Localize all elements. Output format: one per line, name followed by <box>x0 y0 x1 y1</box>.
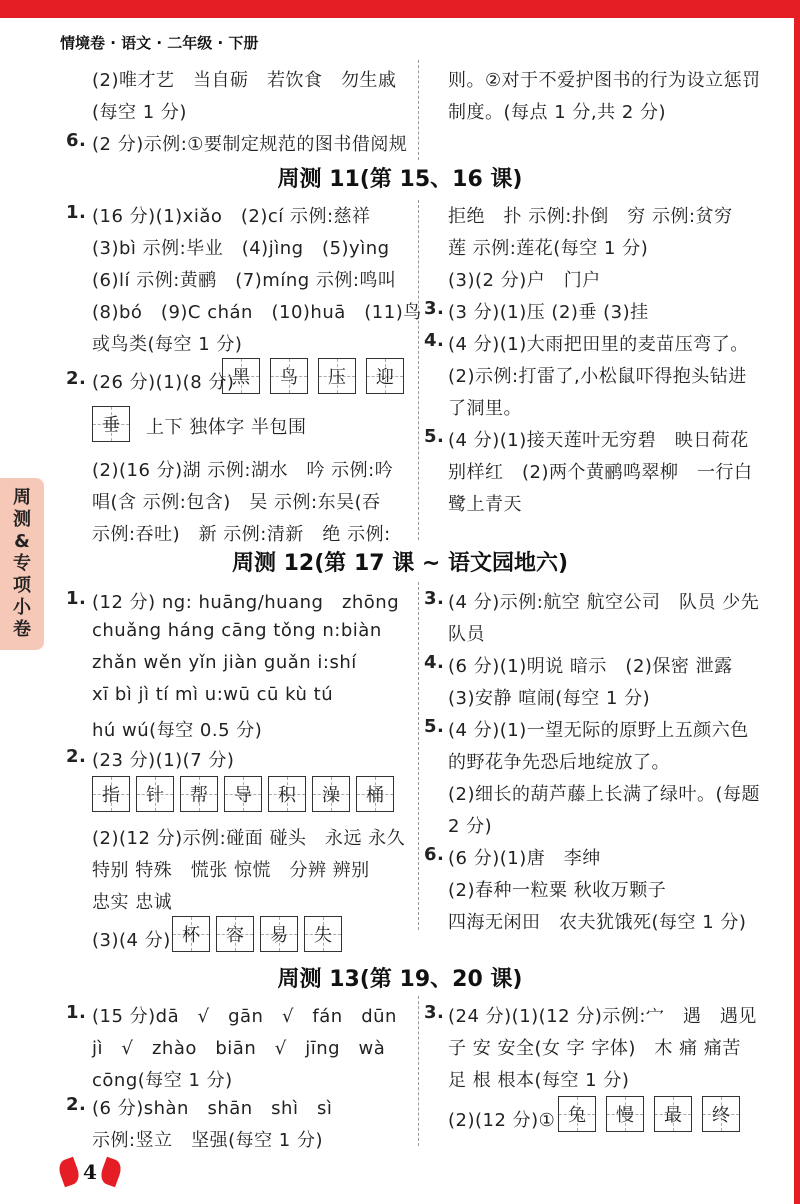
answer-line: 鹭上青天 <box>448 494 522 515</box>
top-red-bar <box>0 0 800 18</box>
answer-line: 2 分) <box>448 816 493 837</box>
answer-line: 四海无闲田 农夫犹饿死(每空 1 分) <box>448 912 747 933</box>
answer-line: 上下 独体字 半包围 <box>146 417 307 438</box>
char-box: 桶 <box>356 776 394 812</box>
question-number: 2. <box>66 1094 87 1115</box>
answer-line: (6 分)shàn shān shì sì <box>92 1098 333 1119</box>
char-box: 易 <box>260 916 298 952</box>
answer-line: 或鸟类(每空 1 分) <box>92 334 243 355</box>
answer-line: (23 分)(1)(7 分) <box>92 750 235 771</box>
section-title: 周测 13(第 19、20 课) <box>277 967 523 992</box>
answer-line: (2)(16 分)湖 示例:湖水 吟 示例:吟 <box>92 460 394 481</box>
answer-line: (3)(4 分) <box>92 930 171 951</box>
answer-line: (3 分)(1)压 (2)垂 (3)挂 <box>448 302 649 323</box>
side-tab-char: 测 <box>13 509 31 530</box>
answer-line: 制度。(每点 1 分,共 2 分) <box>448 102 667 123</box>
answer-line: 莲 示例:莲花(每空 1 分) <box>448 238 649 259</box>
section-title: 周测 11(第 15、16 课) <box>277 167 523 192</box>
char-box: 帮 <box>180 776 218 812</box>
side-tab-char: 专 <box>13 553 31 574</box>
answer-line: (24 分)(1)(12 分)示例:宀 遇 遇见 <box>448 1006 757 1027</box>
answer-line: 示例:吞吐) 新 示例:清新 绝 示例: <box>92 524 391 545</box>
page-number-text: 4 <box>83 1160 97 1184</box>
char-box-row <box>172 916 342 952</box>
answer-line: 示例:竖立 坚强(每空 1 分) <box>92 1130 324 1151</box>
question-number: 5. <box>424 716 445 737</box>
answer-line: (6 分)(1)唐 李绅 <box>448 848 601 869</box>
answer-line: (2 分)示例:①要制定规范的图书借阅规 <box>92 134 408 155</box>
answer-line: (16 分)(1)xiǎo (2)cí 示例:慈祥 <box>92 206 371 227</box>
leaf-icon <box>56 1157 82 1188</box>
char-box: 慢 <box>606 1096 644 1132</box>
section-title: 周测 12(第 17 课 ~ 语文园地六) <box>231 551 569 576</box>
answer-line: 的野花争先恐后地绽放了。 <box>448 752 670 773</box>
answer-line: (2)春种一粒粟 秋收万颗子 <box>448 880 667 901</box>
answer-line: 足 根 根本(每空 1 分) <box>448 1070 630 1091</box>
answer-line: (15 分)dā √ gān √ fán dūn <box>92 1006 397 1027</box>
question-number: 4. <box>424 330 445 351</box>
answer-line: 唱(含 示例:包含) 吴 示例:东吴(吞 <box>92 492 381 513</box>
leaf-icon <box>98 1157 124 1188</box>
answer-line: 队员 <box>448 624 485 645</box>
page-header: 情境卷 · 语文 · 二年级 · 下册 <box>60 34 259 52</box>
question-number: 3. <box>424 588 445 609</box>
char-box-row <box>92 406 130 442</box>
char-box: 终 <box>702 1096 740 1132</box>
question-number: 4. <box>424 652 445 673</box>
answer-line: zhǎn wěn yǐn jiàn guǎn i:shí <box>92 652 357 673</box>
answer-line: (4 分)示例:航空 航空公司 队员 少先 <box>448 592 760 613</box>
answer-line: (12 分) ng: huāng/huang zhōng <box>92 592 400 613</box>
side-tab-char: & <box>14 531 30 552</box>
char-box: 澡 <box>312 776 350 812</box>
char-box: 压 <box>318 358 356 394</box>
char-box: 指 <box>92 776 130 812</box>
answer-line: xī bì jì tí mì u:wū cū kù tú <box>92 684 334 705</box>
answer-line: (8)bó (9)C chán (10)huā (11)鸟 <box>92 302 422 323</box>
answer-line: (4 分)(1)一望无际的原野上五颜六色 <box>448 720 749 741</box>
answer-line: cōng(每空 1 分) <box>92 1070 233 1091</box>
char-box: 针 <box>136 776 174 812</box>
answer-line: (2)示例:打雷了,小松鼠吓得抱头钻进 <box>448 366 747 387</box>
question-number: 3. <box>424 1002 445 1023</box>
answer-line: (2)唯才艺 当自砺 若饮食 勿生戚 <box>92 70 397 91</box>
answer-line: (4 分)(1)大雨把田里的麦苗压弯了。 <box>448 334 749 355</box>
question-number: 1. <box>66 1002 87 1023</box>
char-box: 容 <box>216 916 254 952</box>
question-number: 2. <box>66 368 87 389</box>
answer-line: 子 安 安全(女 字 字体) 木 痛 痛苦 <box>448 1038 741 1059</box>
char-box-row <box>92 776 394 812</box>
answer-line: (3)bì 示例:毕业 (4)jìng (5)yìng <box>92 238 390 259</box>
answer-line: hú wú(每空 0.5 分) <box>92 720 263 741</box>
question-number: 1. <box>66 588 87 609</box>
char-box: 失 <box>304 916 342 952</box>
answer-line: (3)(2 分)户 门户 <box>448 270 601 291</box>
answer-line: (2)(12 分)示例:碰面 碰头 永远 永久 <box>92 828 406 849</box>
answer-line: (2)细长的葫芦藤上长满了绿叶。(每题 <box>448 784 761 805</box>
side-tab-char: 项 <box>13 575 31 596</box>
char-box: 鸟 <box>270 358 308 394</box>
answer-line: (3)安静 喧闹(每空 1 分) <box>448 688 651 709</box>
page-number <box>60 1158 120 1186</box>
char-box: 积 <box>268 776 306 812</box>
question-number: 6. <box>424 844 445 865</box>
answer-line: 别样红 (2)两个黄鹂鸣翠柳 一行白 <box>448 462 753 483</box>
column-divider <box>418 996 419 1146</box>
column-divider <box>418 200 419 540</box>
char-box-row <box>222 358 404 394</box>
char-box: 黑 <box>222 358 260 394</box>
char-box-row <box>558 1096 740 1132</box>
answer-line: (每空 1 分) <box>92 102 187 123</box>
answer-line: (6)lí 示例:黄鹂 (7)míng 示例:鸣叫 <box>92 270 397 291</box>
char-box: 垂 <box>92 406 130 442</box>
answer-line: 特别 特殊 慌张 惊慌 分辨 辨别 <box>92 860 370 881</box>
answer-line: (4 分)(1)接天莲叶无穷碧 映日荷花 <box>448 430 749 451</box>
side-tab-char: 卷 <box>13 619 31 640</box>
column-divider <box>418 582 419 930</box>
question-number: 5. <box>424 426 445 447</box>
char-box: 兔 <box>558 1096 596 1132</box>
char-box: 最 <box>654 1096 692 1132</box>
answer-line: 了洞里。 <box>448 398 522 419</box>
answer-line: (6 分)(1)明说 暗示 (2)保密 泄露 <box>448 656 733 677</box>
question-number: 2. <box>66 746 87 767</box>
char-box: 迎 <box>366 358 404 394</box>
answer-line: (26 分)(1)(8 分) <box>92 372 235 393</box>
answer-line: chuǎng háng cāng tǒng n:biàn <box>92 620 382 641</box>
answer-line: 忠实 忠诚 <box>92 892 173 913</box>
question-number: 6. <box>66 130 87 151</box>
question-number: 1. <box>66 202 87 223</box>
side-tab-char: 小 <box>13 597 31 618</box>
answer-line: 则。②对于不爱护图书的行为设立惩罚 <box>448 70 761 91</box>
question-number: 3. <box>424 298 445 319</box>
char-box: 导 <box>224 776 262 812</box>
column-divider <box>418 60 419 160</box>
answer-line: jì √ zhào biān √ jīng wà <box>92 1038 386 1059</box>
answer-line: 拒绝 扑 示例:扑倒 穷 示例:贫穷 <box>448 206 733 227</box>
answer-line: (2)(12 分)① <box>448 1110 556 1131</box>
side-tab-char: 周 <box>13 487 31 508</box>
char-box: 杯 <box>172 916 210 952</box>
